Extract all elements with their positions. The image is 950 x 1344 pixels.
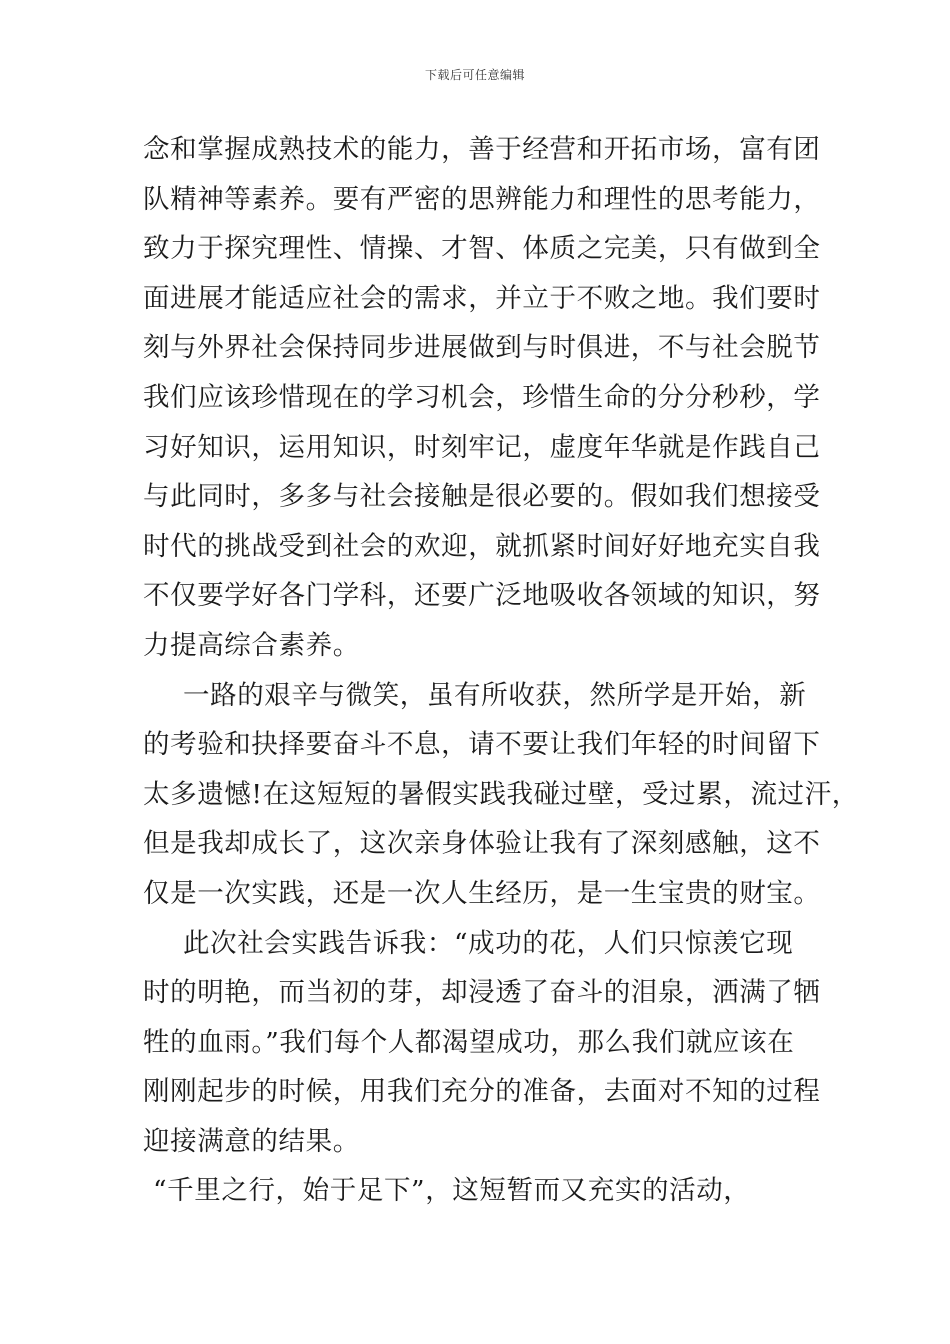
text-line: 念和掌握成熟技术的能力，善于经营和开拓市场，富有团 bbox=[143, 134, 821, 165]
text-line: 迎接满意的结果。 bbox=[143, 1125, 360, 1157]
text-line: 时的明艳，而当初的芽，却浸透了奋斗的泪泉，洒满了牺 bbox=[143, 977, 821, 1009]
text-line: 刚刚起步的时候，用我们充分的准备，去面对不知的过程 bbox=[143, 1076, 821, 1108]
page-header-note: 下载后可任意编辑 bbox=[424, 68, 525, 82]
text-line: 习好知识，运用知识，时刻牢记，虚度年华就是作践自己 bbox=[143, 431, 821, 463]
paragraph-start-line: 此次社会实践告诉我：“成功的花，人们只惊羡它现 bbox=[183, 927, 794, 959]
text-line: 我们应该珍惜现在的学习机会，珍惜生命的分分秒秒，学 bbox=[143, 381, 821, 413]
text-line: 面进展才能适应社会的需求，并立于不败之地。我们要时 bbox=[143, 282, 821, 314]
paragraph-start-line: “千里之行，始于足下”，这短暂而又充实的活动， bbox=[153, 1175, 751, 1207]
text-line: 的考验和抉择要奋斗不息，请不要让我们年轻的时间留下 bbox=[143, 729, 821, 761]
text-line: 队精神等素养。要有严密的思辨能力和理性的思考能力， bbox=[143, 183, 821, 215]
text-line: 牲的血雨。”我们每个人都渴望成功，那么我们就应该在 bbox=[143, 1026, 795, 1058]
text-line: 与此同时，多多与社会接触是很必要的。假如我们想接受 bbox=[143, 481, 821, 513]
text-line: 但是我却成长了，这次亲身体验让我有了深刻感触，这不 bbox=[143, 828, 821, 860]
text-line: 不仅要学好各门学科，还要广泛地吸收各领域的知识，努 bbox=[143, 580, 821, 612]
text-line: 时代的挑战受到社会的欢迎，就抓紧时间好好地充实自我 bbox=[143, 530, 821, 562]
text-line: 刻与外界社会保持同步进展做到与时俱进，不与社会脱节 bbox=[143, 332, 821, 364]
text-line: 力提高综合素养。 bbox=[143, 629, 360, 661]
text-line: 太多遗憾!在这短短的暑假实践我碰过壁，受过累，流过汗， bbox=[143, 778, 859, 810]
text-line: 仅是一次实践，还是一次人生经历，是一生宝贵的财宝。 bbox=[143, 877, 821, 909]
paragraph-start-line: 一路的艰辛与微笑，虽有所收获，然所学是开始，新 bbox=[183, 679, 807, 711]
text-line: 致力于探究理性、情操、才智、体质之完美，只有做到全 bbox=[143, 233, 821, 265]
body-text bbox=[143, 125, 859, 1216]
